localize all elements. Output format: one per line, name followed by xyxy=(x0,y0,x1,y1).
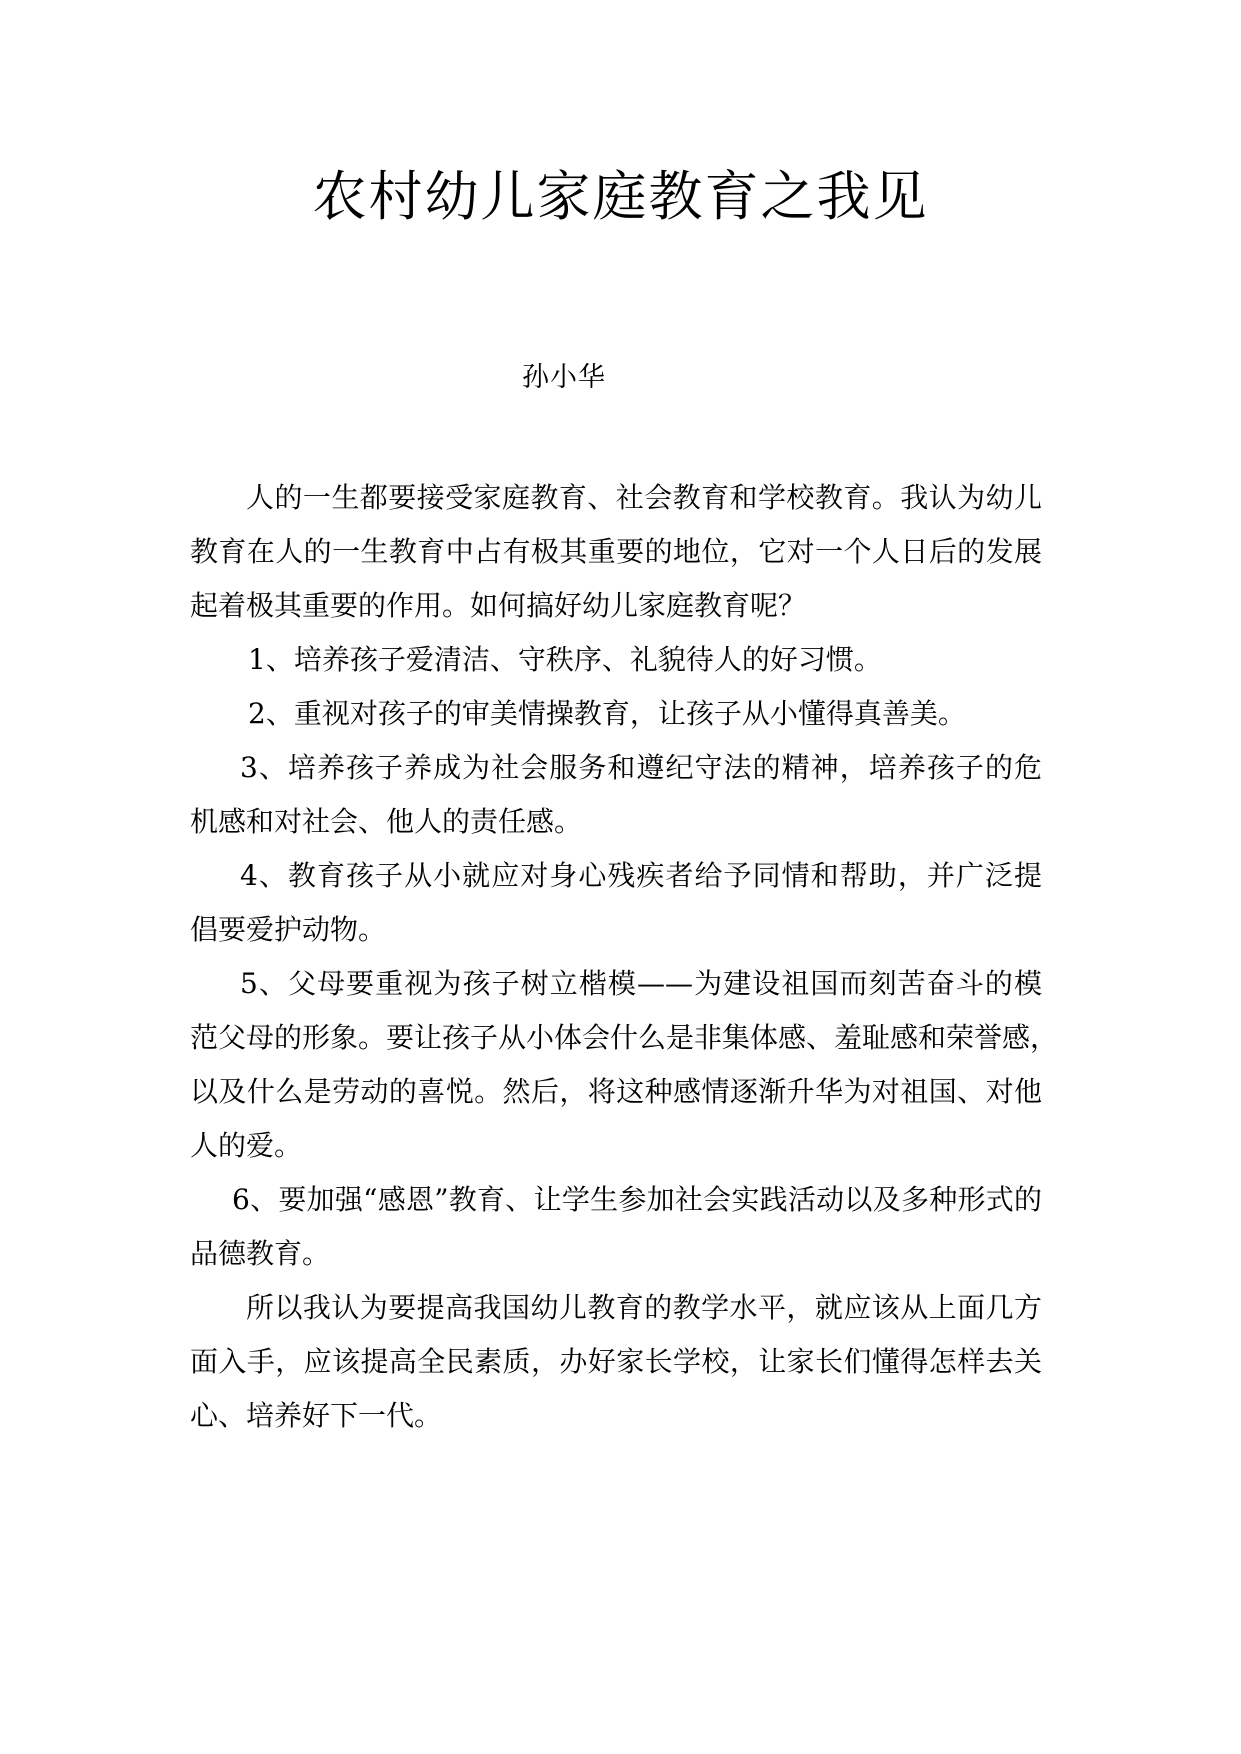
list-item-3-line-1: 3、培养孩子养成为社会服务和遵纪守法的精神，培养孩子的危 xyxy=(240,751,1042,784)
list-item-2: 2、重视对孩子的审美情操教育，让孩子从小懂得真善美。 xyxy=(248,697,966,730)
intro-paragraph-line-2: 教育在人的一生教育中占有极其重要的地位，它对一个人日后的发展 xyxy=(190,535,1042,568)
list-item-5-line-3: 以及什么是劳动的喜悦。然后，将这种感情逐渐升华为对祖国、对他 xyxy=(190,1075,1042,1108)
list-item-4-line-2: 倡要爱护动物。 xyxy=(190,913,387,946)
list-item-5-line-1: 5、父母要重视为孩子树立楷模——为建设祖国而刻苦奋斗的模 xyxy=(240,967,1042,1000)
conclusion-paragraph-line-3: 心、培养好下一代。 xyxy=(190,1399,443,1432)
intro-paragraph-line-1: 人的一生都要接受家庭教育、社会教育和学校教育。我认为幼儿 xyxy=(246,481,1042,514)
list-item-5-line-2: 范父母的形象。要让孩子从小体会什么是非集体感、羞耻感和荣誉感， xyxy=(190,1021,1059,1054)
document-title: 农村幼儿家庭教育之我见 xyxy=(312,165,929,228)
list-item-5-line-4: 人的爱。 xyxy=(190,1129,303,1162)
list-item-4-line-1: 4、教育孩子从小就应对身心残疾者给予同情和帮助，并广泛提 xyxy=(240,859,1042,892)
conclusion-paragraph-line-2: 面入手，应该提高全民素质，办好家长学校，让家长们懂得怎样去关 xyxy=(190,1345,1042,1378)
conclusion-paragraph-line-1: 所以我认为要提高我国幼儿教育的教学水平，就应该从上面几方 xyxy=(246,1291,1042,1324)
list-item-6-line-2: 品德教育。 xyxy=(190,1237,331,1270)
list-item-1: 1、培养孩子爱清洁、守秩序、礼貌待人的好习惯。 xyxy=(248,643,882,676)
list-item-3-line-2: 机感和对社会、他人的责任感。 xyxy=(190,805,583,838)
list-item-6-line-1: 6、要加强“感恩”教育、让学生参加社会实践活动以及多种形式的 xyxy=(232,1183,1042,1216)
author-name: 孙小华 xyxy=(522,362,606,393)
intro-paragraph-line-3: 起着极其重要的作用。如何搞好幼儿家庭教育呢？ xyxy=(190,589,807,622)
